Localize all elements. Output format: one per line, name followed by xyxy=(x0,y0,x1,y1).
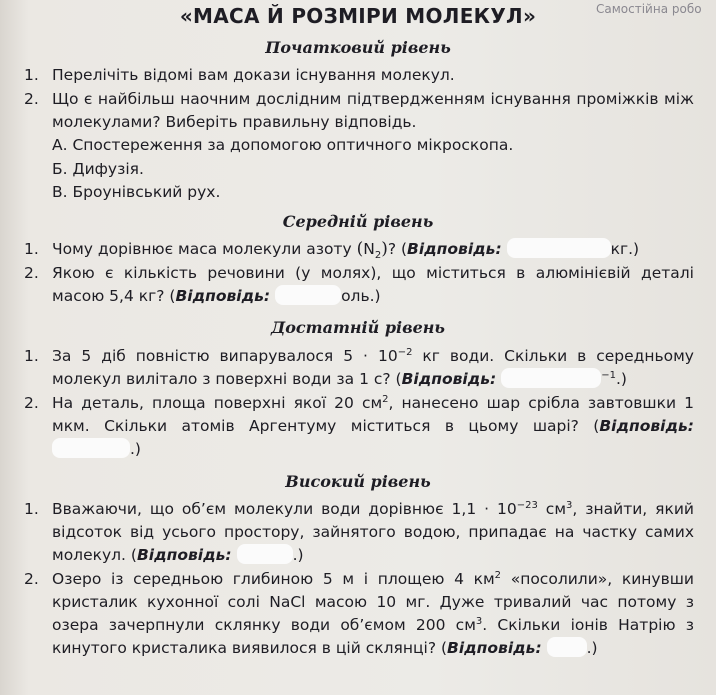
redacted-answer xyxy=(52,438,130,458)
answer-option-b: Б. Дифузія. xyxy=(52,160,144,178)
question-sufficient-1: 1. За 5 діб повністю випарувалося $5 \cdot 10^{-2}$ кг води. Скільки в середньому молекул вилітало з поверхні води за 1 с? (Відповідь: $^{-1}$.) xyxy=(24,346,694,388)
formula-mass: $5 \cdot 10^{-2}$ xyxy=(343,346,413,365)
level-heading-sufficient: Достатній рівень xyxy=(271,318,445,337)
question-text: Вважаючи, що об’єм молекули води дорівнює xyxy=(52,500,444,518)
question-text: На деталь, площа поверхні якої 20 см xyxy=(52,394,383,412)
level-heading-middle: Середній рівень xyxy=(282,212,434,231)
question-high-1: 1. Вважаючи, що об’єм молекули води дорівнює $1,1 \cdot 10^{-23}$ $см^3$, знайти, який відсоток від усього простору, зайнятого водою, припадає на частку самих молекул. (Відповідь: .) xyxy=(24,499,695,564)
question-text: Чому дорівнює маса молекули азоту xyxy=(52,240,352,258)
question-text: Якою є кількість речовини (у молях), що міститься в алюмінієвій деталі масою 5,4 кг? ( xyxy=(52,264,694,305)
answer-label: Відповідь: xyxy=(136,546,232,564)
question-initial-1 xyxy=(24,64,694,87)
answer-option-c: В. Броунівський рух. xyxy=(52,183,221,201)
question-number: 2. xyxy=(24,264,39,282)
redacted-answer xyxy=(547,637,587,657)
answer-option-a: А. Спостереження за допомогою оптичного мікроскопа. xyxy=(52,136,514,154)
answer-label: Відповідь: xyxy=(447,639,542,657)
level-heading-initial: Початковий рівень xyxy=(265,38,451,57)
question-text: Озеро із середньою глибиною 5 м і площею 4 км xyxy=(52,570,495,588)
page-title: «МАСА Й РОЗМІРИ МОЛЕКУЛ» xyxy=(179,4,537,28)
answer-label: Відповідь: xyxy=(599,417,694,435)
question-number: 1. xyxy=(24,500,39,518)
page-header-fragment: Самостійна робо xyxy=(596,2,702,16)
question-number: 2. xyxy=(24,570,39,588)
question-initial-2 xyxy=(24,88,694,134)
question-middle-2: 2. Якою є кількість речовини (у молях), що міститься в алюмінієвій деталі масою 5,4 кг? (Відповідь: оль.) xyxy=(24,264,694,305)
question-sufficient-2: 2. На деталь, площа поверхні якої 20 $см^2$, нанесено шар срібла завтовшки 1 мкм. Скільки атомів Аргентуму міститься в цьому шарі? (Відповідь: .) xyxy=(24,393,694,458)
redacted-answer xyxy=(501,368,601,388)
formula-n2: $N_2$ xyxy=(363,240,382,262)
question-number: 2. xyxy=(24,394,39,412)
question-text: За 5 діб повністю випарувалося xyxy=(52,347,334,365)
level-heading-high: Високий рівень xyxy=(285,472,431,491)
redacted-answer xyxy=(275,285,341,305)
formula-volume: $1,1 \cdot 10^{-23}$ $см^3$ xyxy=(451,499,573,518)
redacted-answer xyxy=(507,238,611,258)
question-number: 1. xyxy=(24,66,39,84)
question-text: Перелічіть відомі вам докази існування молекул. xyxy=(52,66,455,84)
answer-label: Відповідь: xyxy=(407,240,502,258)
question-number: 1. xyxy=(24,240,39,258)
question-number: 1. xyxy=(24,347,39,365)
redacted-answer xyxy=(237,544,293,564)
question-middle-1: 1. Чому дорівнює маса молекули азоту $(N_2)$? (Відповідь: кг.) xyxy=(24,239,640,262)
answer-label: Відповідь: xyxy=(175,287,271,305)
answer-label: Відповідь: xyxy=(401,370,497,388)
question-number: 2. xyxy=(24,90,39,108)
question-text: Що є найбільш наочним дослідним підтвердженням існування проміжків між молекулами? Виберіть правильну відповідь. xyxy=(52,90,694,131)
question-high-2: 2. Озеро із середньою глибиною 5 м і площею 4 $км^2$ «посолили», кинувши кристалик кухонної солі NaCl масою 10 мг. Дуже тривалий час потому з озера зачерпнули склянку води об’ємом 200 $см^3$. Скільки іонів Натрію з кинутого кристалика виявилося в цій склянці? (Відповідь: .) xyxy=(24,569,694,657)
